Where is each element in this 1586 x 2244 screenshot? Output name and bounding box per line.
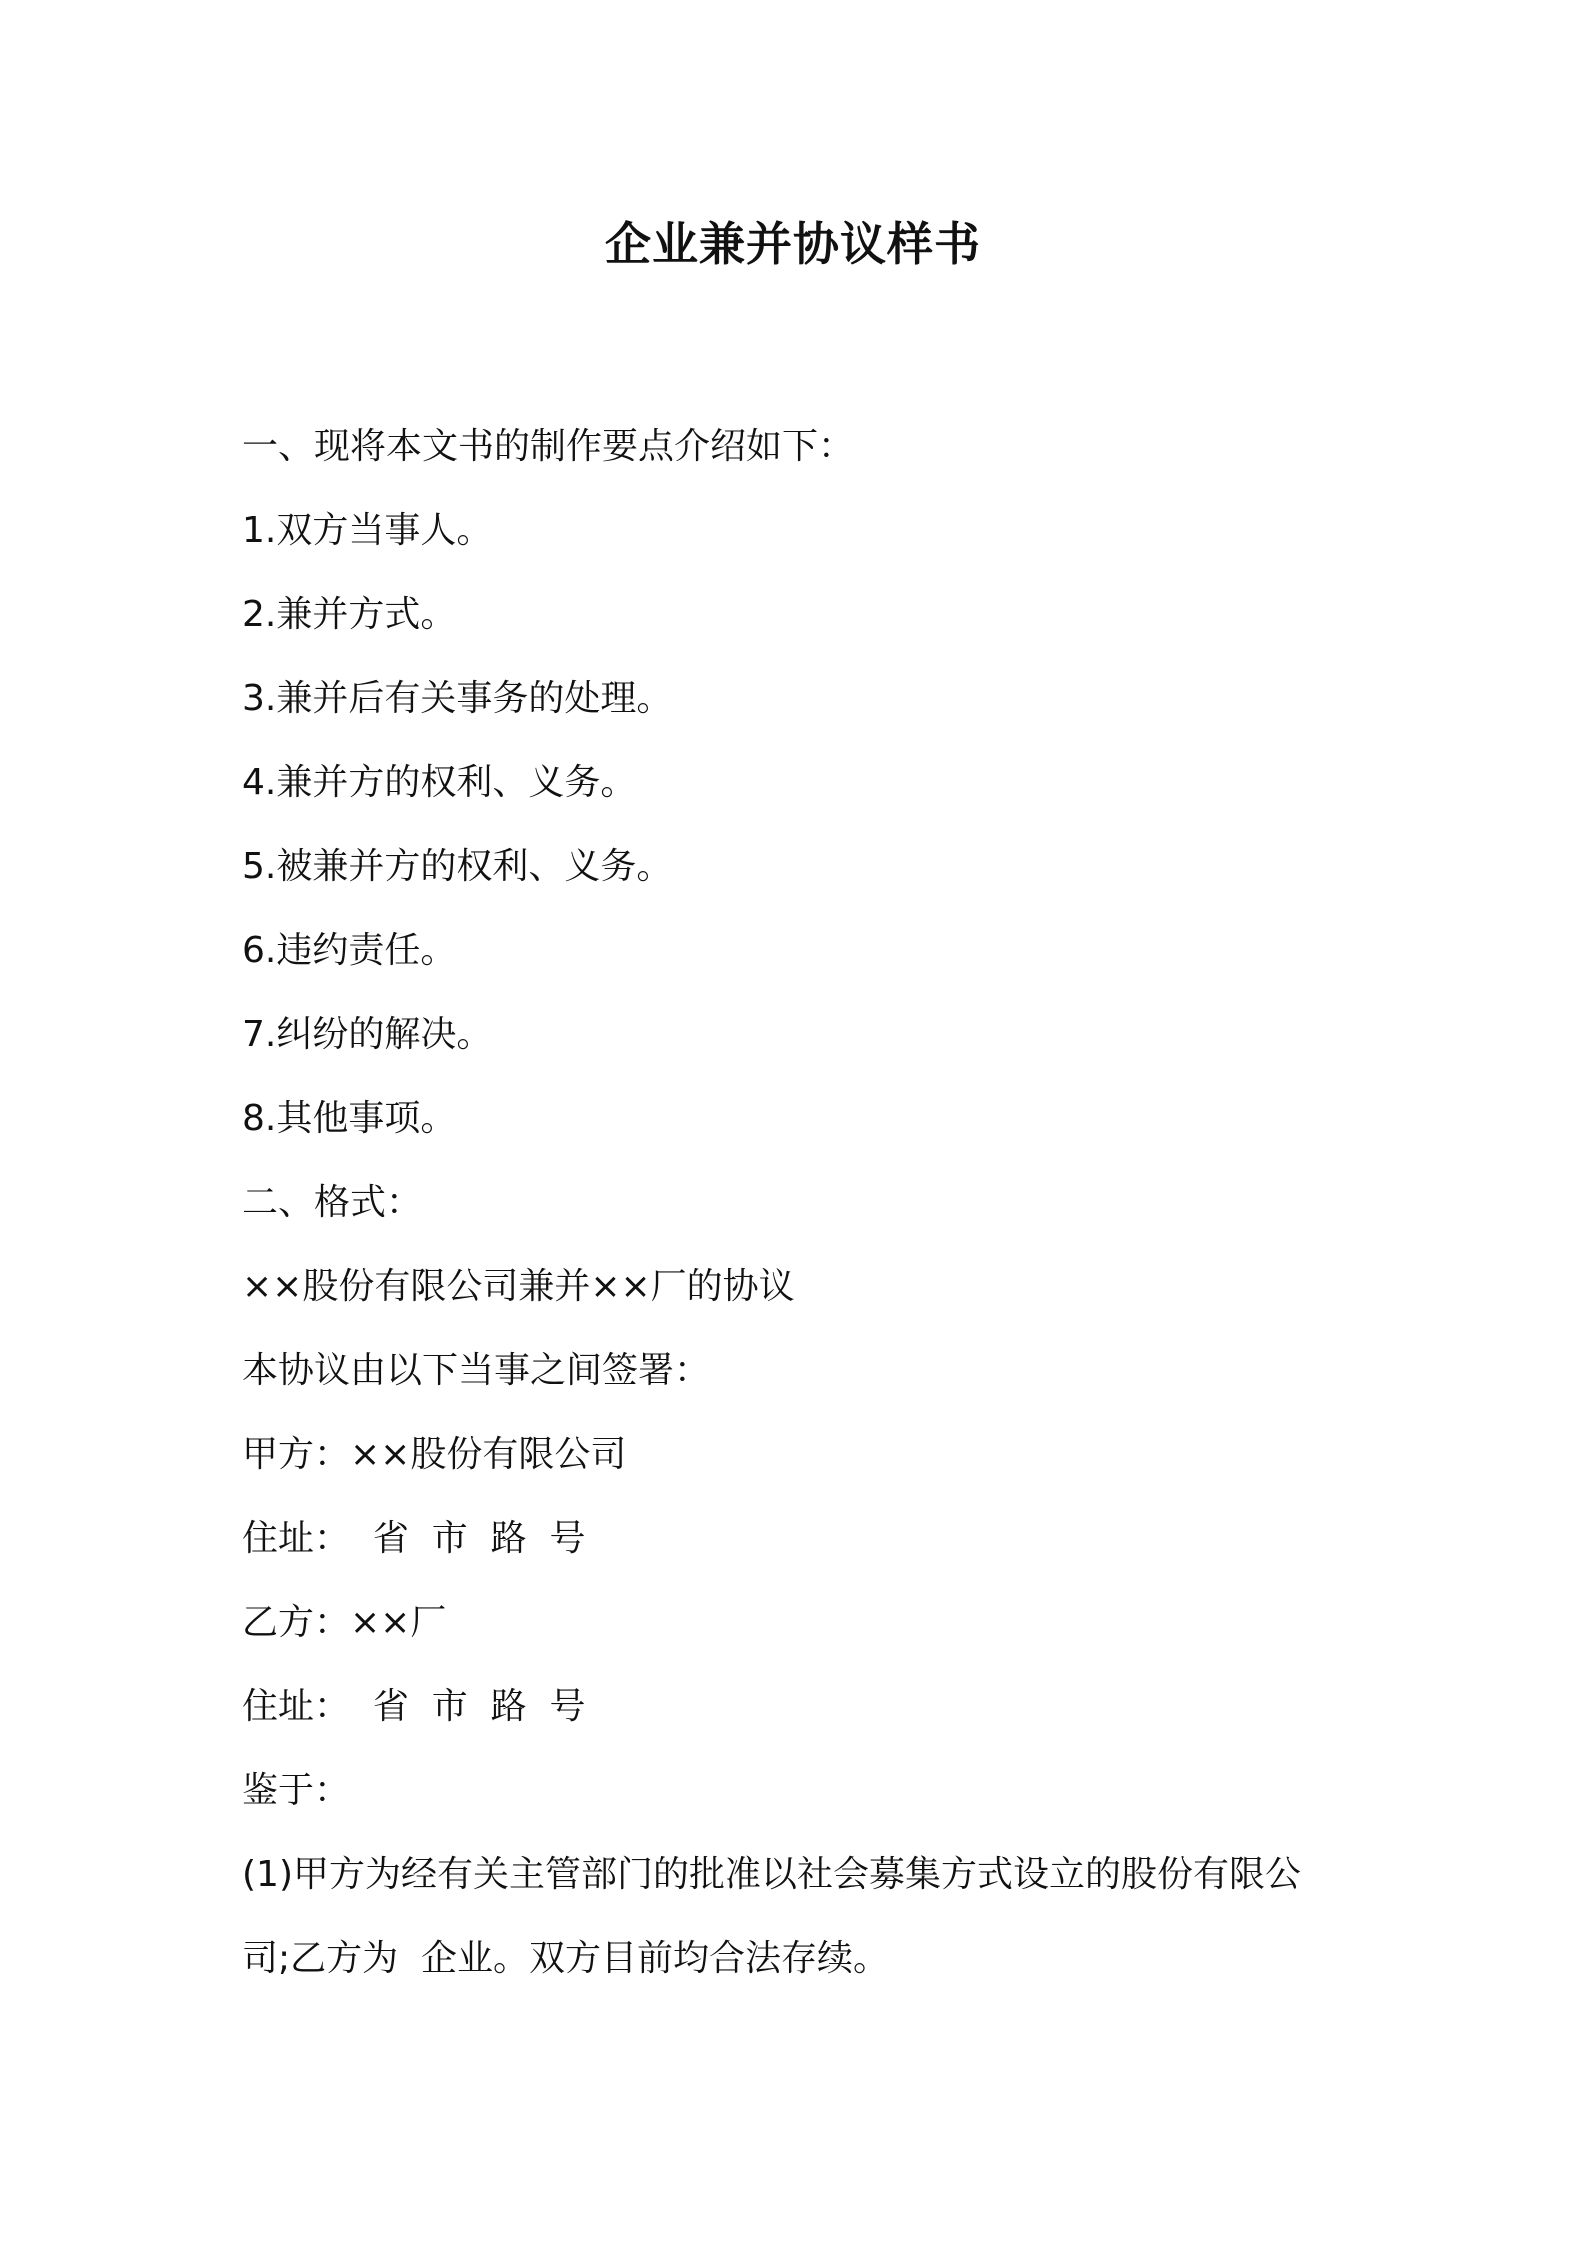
list-item: 2.兼并方式。: [242, 594, 457, 635]
party-a-address: 住址： 省 市 路 号: [242, 1518, 586, 1559]
whereas-clause-line-1: (1)甲方为经有关主管部门的批准以社会募集方式设立的股份有限公: [242, 1854, 1301, 1895]
whereas-clause-line-2: 司;乙方为 企业。双方目前均合法存续。: [242, 1938, 890, 1979]
list-item: 4.兼并方的权利、义务。: [242, 762, 637, 803]
list-item: 5.被兼并方的权利、义务。: [242, 846, 673, 887]
list-item: 6.违约责任。: [242, 930, 457, 971]
document-title: 企业兼并协议样书: [605, 217, 981, 271]
section-heading-2: 二、格式：: [242, 1182, 423, 1223]
party-a: 甲方：××股份有限公司: [242, 1434, 627, 1475]
whereas-label: 鉴于：: [242, 1770, 351, 1811]
agreement-intro: 本协议由以下当事之间签署：: [242, 1350, 711, 1391]
list-item: 8.其他事项。: [242, 1098, 457, 1139]
list-item: 3.兼并后有关事务的处理。: [242, 678, 673, 719]
agreement-title: ××股份有限公司兼并××厂的协议: [242, 1266, 795, 1307]
document-body: [242, 405, 1362, 2001]
section-heading-1: 一、现将本文书的制作要点介绍如下：: [242, 426, 855, 467]
party-b: 乙方：××厂: [242, 1602, 447, 1643]
list-item: 1.双方当事人。: [242, 510, 493, 551]
party-b-address: 住址： 省 市 路 号: [242, 1686, 586, 1727]
list-item: 7.纠纷的解决。: [242, 1014, 493, 1055]
